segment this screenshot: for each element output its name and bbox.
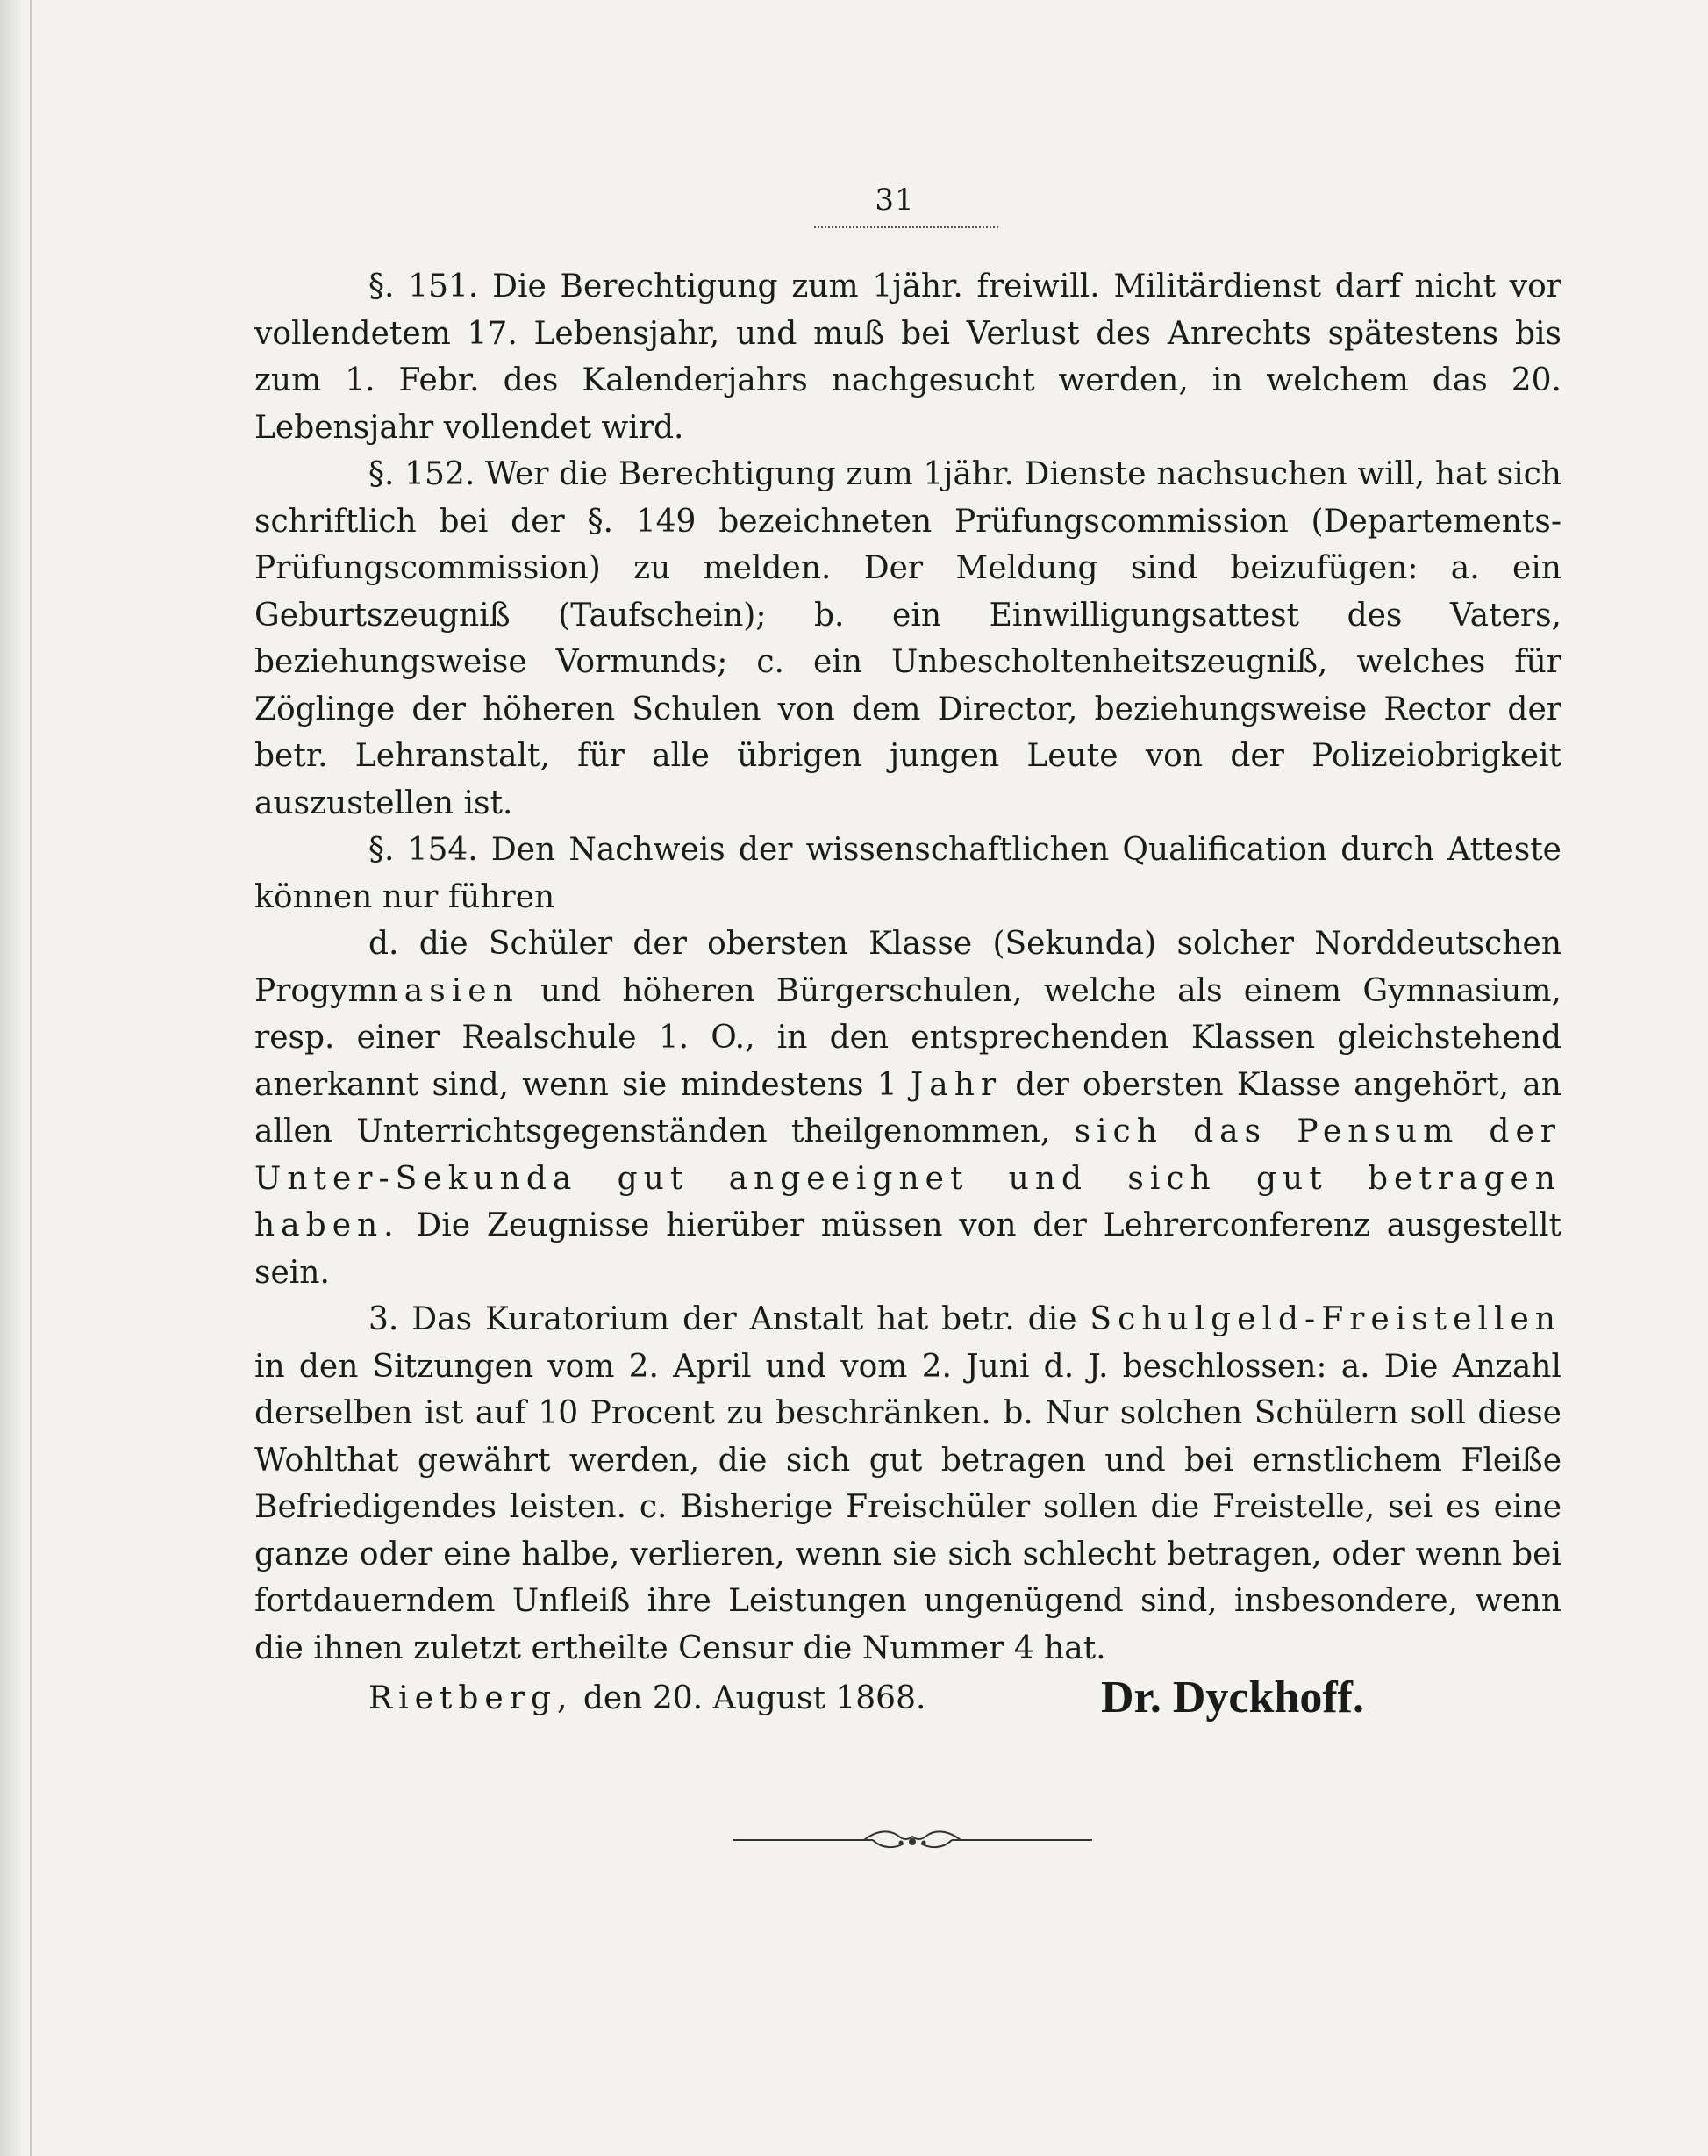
body-text [254, 263, 1561, 1723]
paragraph-d [254, 920, 1561, 1296]
paragraph-d-part4: Jahr [910, 1066, 1003, 1103]
page-number-rule [814, 226, 998, 228]
paragraph-d-part1: d. die Schüler der obersten Klasse (Sekunda) solcher Norddeutschen Progym [254, 926, 1561, 1009]
closing-line [254, 1675, 1561, 1723]
closing-date: den 20. August 1868. [582, 1680, 926, 1716]
paragraph-3-part3: in den Sitzungen vom 2. April und vom 2. Juni d. J. beschlossen: a. Die Anzahl derselben ist auf 10 Procent zu beschränken. b. Nur solchen Schülern soll diese Wohlthat gewährt werden, die sich gut betragen und bei ernstlichem Fleiße Befriedigendes leisten. c. Bisherige Freischüler sollen die Freistelle, sei es eine ganze oder eine halbe, verlieren, wenn sie sich schlecht betragen, oder wenn bei fortdauerndem Unfleiß ihre Leistungen ungenügend sind, insbesondere, wenn die ihnen zuletzt ertheilte Censur die Nummer 4 hat. [254, 1348, 1561, 1666]
page-edge-line [30, 0, 32, 2156]
paragraph-d-part2: nasien [377, 972, 519, 1009]
paragraph-d-part7: Die Zeugnisse hierüber müssen von der Lehrerconferenz ausgestellt sein. [254, 1207, 1561, 1291]
paragraph-3-part1: 3. Das Kuratorium der Anstalt hat betr. die [368, 1301, 1077, 1337]
paragraph-154: §. 154. Den Nachweis der wissenschaftlichen Qualification durch Atteste können nur führen [254, 832, 1561, 915]
paragraph-151: §. 151. Die Berechtigung zum 1jähr. freiwill. Militärdienst darf nicht vor vollendetem 17. Lebensjahr, und muß bei Verlust des Anrechts spätestens bis zum 1. Febr. des Kalenderjahrs nachgesucht werden, in welchem das 20. Lebensjahr vollendet wird. [254, 269, 1561, 446]
paragraph-d-part6: sich das Pensum der Unter-Sekunda gut angeeignet und sich gut betragen haben. [254, 1114, 1561, 1243]
paragraph-d-part3: und höheren Bürgerschulen, welche als einem Gymnasium, resp. einer Realschule 1. O., in den entsprechenden Klassen gleichstehend anerkannt sind, wenn sie mindestens 1 [254, 972, 1561, 1103]
paragraph-3 [254, 1296, 1561, 1672]
signature: Dr. Dyckhoff. [1101, 1673, 1364, 1723]
closing-place: Rietberg, [368, 1680, 574, 1716]
paragraph-152: §. 152. Wer die Berechtigung zum 1jähr. Dienste nachsuchen will, hat sich schriftlich bei der §. 149 bezeichneten Prüfungscommission (Departements-Prüfungscommission) zu melden. Der Meldung sind beizufügen: a. ein Geburtszeugniß (Taufschein); b. ein Einwilligungsattest des Vaters, beziehungsweise Vormunds; c. ein Unbescholtenheitszeugniß, welches für Zöglinge der höheren Schulen von dem Director, beziehungsweise Rector der betr. Lehranstalt, für alle übrigen jungen Leute von der Polizeiobrigkeit auszustellen ist. [254, 456, 1561, 821]
paragraph-d-part5: der obersten Klasse angehört, an allen Unterrichtsgegenständen theilgenommen, [254, 1066, 1561, 1150]
paragraph-3-part2: Schulgeld-Freistellen [1090, 1301, 1561, 1337]
page-edge-shadow [0, 0, 23, 2156]
page-number: 31 [875, 183, 915, 218]
ornament-divider [733, 1821, 1092, 1856]
